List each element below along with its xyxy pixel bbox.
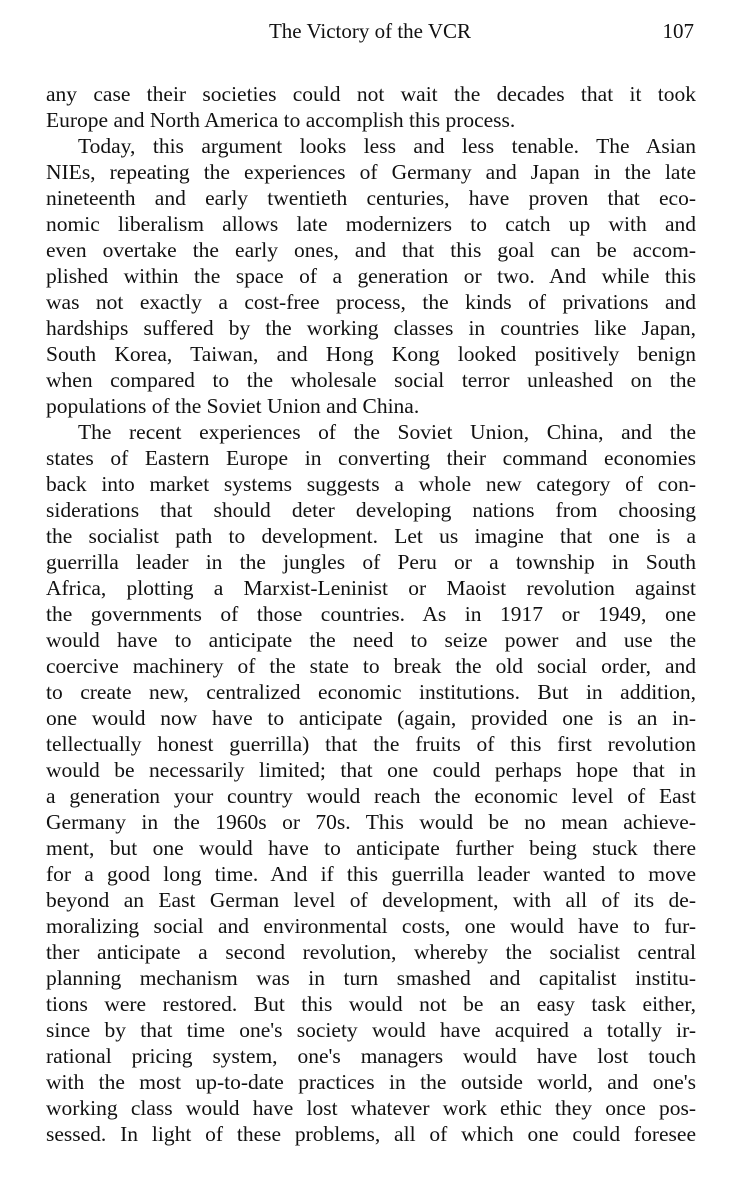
text-line: Africa, plotting a Marxist-Leninist or Maoist revolution against [46, 576, 696, 600]
paragraph [46, 419, 696, 1147]
text-line: states of Eastern Europe in converting their command economies [46, 446, 696, 470]
text-line: The recent experiences of the Soviet Union, China, and the [78, 420, 696, 444]
text-line: with the most up-to-date practices in the outside world, and one's [46, 1070, 696, 1094]
page-number: 107 [662, 19, 694, 43]
text-line: sessed. In light of these problems, all of which one could foresee [46, 1122, 696, 1146]
text-line: the governments of those countries. As in 1917 or 1949, one [46, 602, 696, 626]
text-line: Today, this argument looks less and less tenable. The Asian [78, 134, 696, 158]
text-line: hardships suffered by the working classes in countries like Japan, [46, 316, 696, 340]
text-line: to create new, centralized economic institutions. But in addition, [46, 680, 696, 704]
text-line: any case their societies could not wait the decades that it took [46, 82, 696, 106]
paragraph [46, 81, 696, 133]
body-text [46, 81, 696, 1147]
text-line: South Korea, Taiwan, and Hong Kong looked positively benign [46, 342, 696, 366]
text-line: moralizing social and environmental costs, one would have to fur- [46, 914, 696, 938]
text-line: would have to anticipate the need to seize power and use the [46, 628, 696, 652]
text-line: the socialist path to development. Let us imagine that one is a [46, 524, 696, 548]
text-line: a generation your country would reach the economic level of East [46, 784, 696, 808]
text-line: when compared to the wholesale social terror unleashed on the [46, 368, 696, 392]
text-line: back into market systems suggests a whole new category of con- [46, 472, 696, 496]
text-line: tellectually honest guerrilla) that the fruits of this first revolution [46, 732, 696, 756]
text-line: NIEs, repeating the experiences of Germany and Japan in the late [46, 160, 696, 184]
text-line: beyond an East German level of development, with all of its de- [46, 888, 696, 912]
text-line: ther anticipate a second revolution, whereby the socialist central [46, 940, 696, 964]
text-line: planning mechanism was in turn smashed and capitalist institu- [46, 966, 696, 990]
text-line: one would now have to anticipate (again, provided one is an in- [46, 706, 696, 730]
text-line: Europe and North America to accomplish this process. [46, 108, 516, 132]
text-line: populations of the Soviet Union and China. [46, 394, 420, 418]
paragraph [46, 133, 696, 419]
text-line: since by that time one's society would have acquired a totally ir- [46, 1018, 696, 1042]
text-line: plished within the space of a generation or two. And while this [46, 264, 696, 288]
text-line: ment, but one would have to anticipate further being stuck there [46, 836, 696, 860]
text-line: siderations that should deter developing nations from choosing [46, 498, 696, 522]
text-line: working class would have lost whatever work ethic they once pos- [46, 1096, 696, 1120]
text-line: was not exactly a cost-free process, the kinds of privations and [46, 290, 696, 314]
text-line: tions were restored. But this would not be an easy task either, [46, 992, 696, 1016]
text-line: Germany in the 1960s or 70s. This would be no mean achieve- [46, 810, 696, 834]
text-line: would be necessarily limited; that one could perhaps hope that in [46, 758, 696, 782]
text-line: guerrilla leader in the jungles of Peru or a township in South [46, 550, 696, 574]
text-line: nomic liberalism allows late modernizers to catch up with and [46, 212, 696, 236]
text-line: for a good long time. And if this guerrilla leader wanted to move [46, 862, 696, 886]
text-line: coercive machinery of the state to break the old social order, and [46, 654, 696, 678]
running-title: The Victory of the VCR [268, 19, 472, 43]
text-line: rational pricing system, one's managers would have lost touch [46, 1044, 696, 1068]
text-line: nineteenth and early twentieth centuries, have proven that eco- [46, 186, 696, 210]
running-head [46, 14, 694, 48]
text-line: even overtake the early ones, and that this goal can be accom- [46, 238, 696, 262]
